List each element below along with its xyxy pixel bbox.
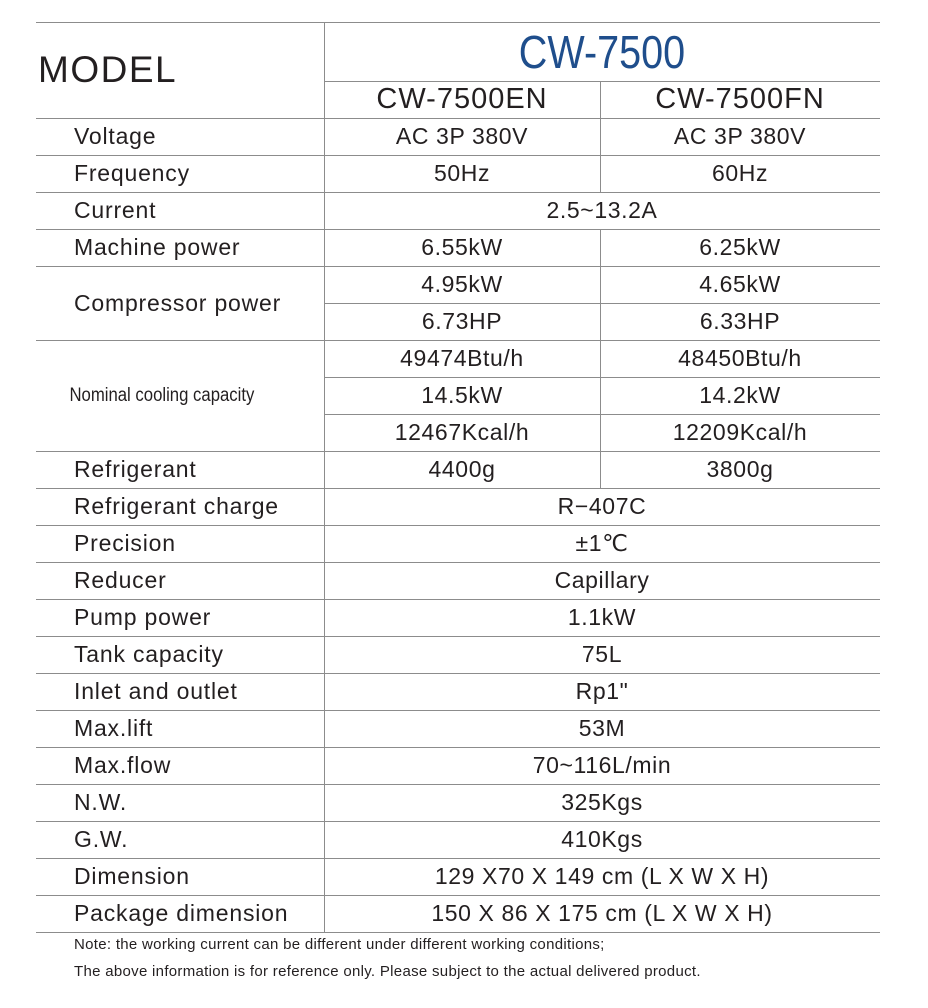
cell-value: 12467Kcal/h [394,419,530,445]
cell-value: 4400g [428,456,496,482]
cell-value: 1.1kW [567,604,637,630]
cell-value: 6.25kW [699,234,781,260]
cell-value: 49474Btu/h [400,345,524,371]
variant-en: CW-7500EN [376,83,548,115]
cell-value: 325Kgs [561,789,643,815]
variant-fn: CW-7500FN [655,83,825,115]
cell-value: 6.73HP [421,308,503,334]
row-label: Precision [74,530,176,556]
row-label: Machine power [74,234,241,260]
row-label: Pump power [74,604,212,630]
row-label: Package dimension [74,900,289,926]
row-label: Compressor power [74,289,282,316]
table-rule [36,932,880,933]
row-label: Dimension [74,863,190,889]
note-line: Note: the working current can be different under different working conditions; [74,936,605,953]
spec-table [36,22,880,934]
row-label: Refrigerant charge [74,493,279,519]
cell-value: AC 3P 380V [673,123,807,149]
row-label: Voltage [74,123,157,149]
cell-value: 4.95kW [421,271,503,297]
cell-value: 12209Kcal/h [672,419,808,445]
row-label: Max.flow [74,752,172,778]
note-line: The above information is for reference only. Please subject to the actual delivered product. [74,963,701,980]
cell-value: R−407C [557,493,647,519]
cell-value: AC 3P 380V [395,123,529,149]
row-label: Nominal cooling capacity [69,384,255,406]
model-label: MODEL [38,49,178,90]
row-label: N.W. [74,789,128,815]
row-label: Inlet and outlet [74,678,238,704]
row-label: Current [74,197,157,223]
cell-value: 75L [581,641,623,667]
cell-value: 48450Btu/h [678,345,802,371]
cell-value: 53M [578,715,626,741]
row-label: G.W. [74,826,129,852]
cell-value: 150 X 86 X 175 cm (L X W X H) [431,900,773,926]
cell-value: 50Hz [433,160,491,186]
row-label: Reducer [74,567,167,593]
cell-value: 14.2kW [699,382,781,408]
row-label: Max.lift [74,715,154,741]
cell-value: 6.55kW [421,234,503,260]
cell-value: 129 X70 X 149 cm (L X W X H) [434,863,770,889]
cell-value: 60Hz [711,160,769,186]
cell-value: 3800g [706,456,774,482]
cell-value: 6.33HP [699,308,781,334]
cell-value: 14.5kW [421,382,503,408]
row-label: Refrigerant [74,456,197,482]
cell-value: 4.65kW [699,271,781,297]
cell-value: 2.5~13.2A [546,197,658,223]
series-title: CW-7500 [518,25,686,78]
row-label: Frequency [74,160,190,186]
row-label: Tank capacity [74,641,224,667]
cell-value: ±1℃ [575,530,629,556]
cell-value: 410Kgs [561,826,643,852]
cell-value: 70~116L/min [532,752,672,778]
cell-value: Capillary [554,567,650,593]
cell-value: Rp1" [575,678,629,704]
